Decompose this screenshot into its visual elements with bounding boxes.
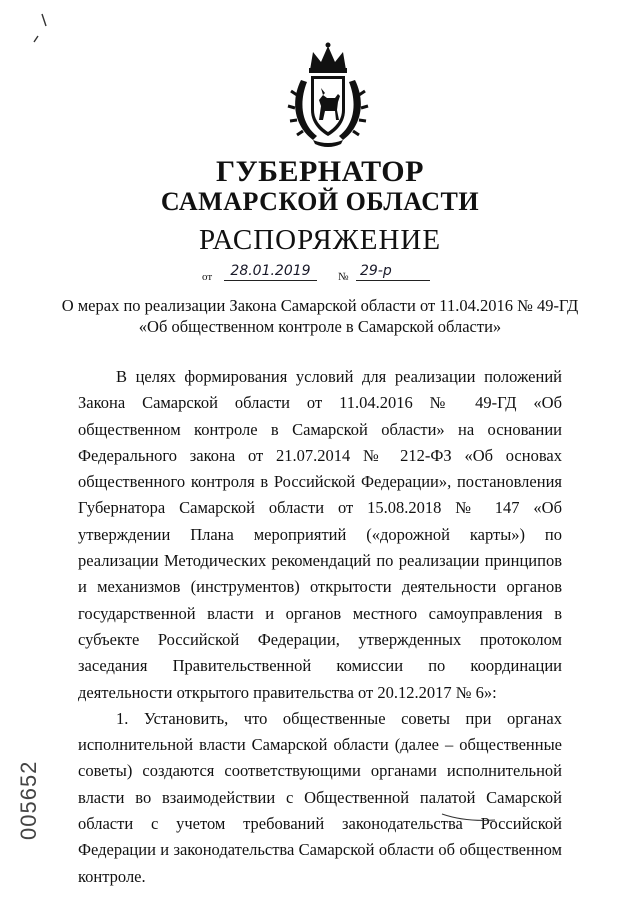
pen-stroke-mark [440,808,500,828]
body-paragraph-item-1: 1. Установить, что общественные советы при органах исполнительной власти Самарской области (далее – общественные советы) создаются соответствующими органами исполнительной власти во взаимодействии с Общественной палатой Самарской области с учетом требований законодательства Российской Федерации и законодательства Самарской области об общественном контроле. [78,708,562,886]
pen-tick-mark [28,10,52,50]
subject-line2: «Об общественном контроле в Самарской области» [138,317,502,336]
handwritten-date: 28.01.2019 [224,263,317,281]
document-subject [60,295,580,337]
subject-line1: О мерах по реализации Закона Самарской области от 11.04.2016 № 49-ГД [61,296,579,315]
body-paragraph-preamble: В целях формирования условий для реализации положений Закона Самарской области от 11.04.2016 № 49-ГД «Об общественном контроле в Самарской области» на основании Федерального закона от 21.07.2014 № 212-ФЗ «Об основах общественного контроля в Российской Федерации», постановления Губернатора Самарской области от 15.08.2018 № 147 «Об утверждении Плана мероприятий («дорожной карты») по реализации Методических рекомендаций по реализации принципов и механизмов (инструментов) открытости деятельности органов государственной власти и органов местного самоуправления в субъекте Российской Федерации, утвержденных протоколом заседания Правительственной комиссии по координации деятельности открытого правительства от 20.12.2017 № 6»: [78,367,562,702]
number-label: № [338,271,349,283]
coat-of-arms-emblem [283,40,373,150]
handwritten-number: 29-р [356,263,430,281]
issuer-title-line1: ГУБЕРНАТОР [216,155,424,188]
date-label: от [202,271,213,283]
margin-registration-number: 005652 [16,760,41,840]
issuer-title-line2: САМАРСКОЙ ОБЛАСТИ [160,187,480,216]
document-type-title: РАСПОРЯЖЕНИЕ [198,224,442,256]
